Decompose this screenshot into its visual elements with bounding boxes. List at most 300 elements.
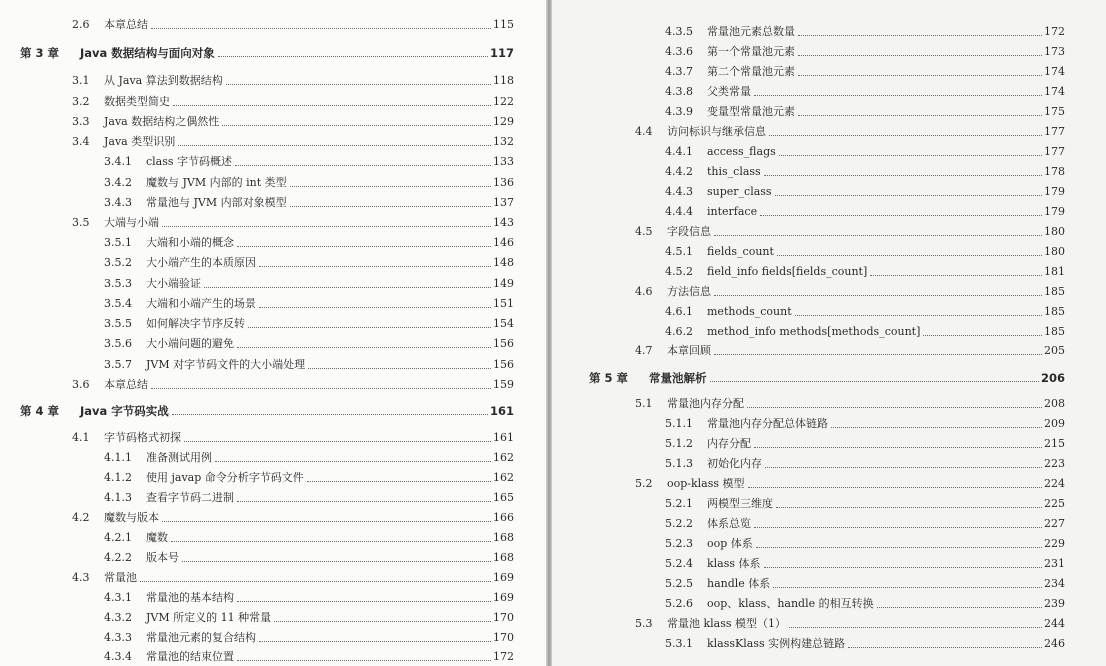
entry-page: 224 (1044, 477, 1065, 490)
toc-entry-5-2-3 (665, 533, 1065, 551)
entry-title: access_flags (707, 145, 776, 158)
dot-leader (162, 521, 491, 522)
entry-title: 父类常量 (707, 85, 751, 98)
entry-number: 4.3.8 (665, 85, 693, 98)
entry-page: 246 (1044, 637, 1065, 650)
toc-entry-4-3-9 (665, 101, 1065, 119)
dot-leader (765, 467, 1042, 468)
entry-title: Java 数据结构之偶然性 (104, 115, 220, 128)
toc-entry-4-3-7 (665, 61, 1065, 79)
entry-title: this_class (707, 165, 761, 178)
entry-title: methods_count (707, 305, 792, 318)
dot-leader (259, 641, 491, 642)
entry-title: 常量池与 JVM 内部对象模型 (146, 196, 287, 209)
toc-entry-4-1 (72, 427, 514, 445)
entry-number: 4.3.3 (104, 631, 132, 644)
toc-entry-5-1-3 (665, 453, 1065, 471)
entry-page: 185 (1044, 325, 1065, 338)
entry-title: 本章总结 (104, 378, 148, 391)
entry-title: 本章回顾 (667, 344, 711, 357)
entry-number: 4.4 (635, 125, 653, 138)
entry-page: 115 (493, 18, 514, 31)
toc-chapter-4 (20, 400, 514, 418)
entry-page: 244 (1044, 617, 1065, 630)
entry-page: 206 (1040, 371, 1065, 385)
toc-entry-4-6-2 (665, 321, 1065, 339)
toc-entry-4-3-8 (665, 81, 1065, 99)
entry-page: 223 (1044, 457, 1065, 470)
entry-number: 4.3.6 (665, 45, 693, 58)
dot-leader (710, 381, 1039, 382)
entry-number: 3.5.5 (104, 317, 132, 330)
dot-leader (760, 215, 1042, 216)
dot-leader (795, 315, 1042, 316)
dot-leader (877, 607, 1042, 608)
dot-leader (290, 206, 491, 207)
dot-leader (756, 547, 1042, 548)
left-page (0, 0, 546, 666)
entry-number: 4.5.2 (665, 265, 693, 278)
entry-title: handle 体系 (707, 577, 771, 590)
entry-title: 大端和小端的概念 (146, 236, 234, 249)
entry-page: 179 (1044, 205, 1065, 218)
entry-page: 227 (1044, 517, 1065, 530)
entry-page: 231 (1044, 557, 1065, 570)
toc-entry-5-2-2 (665, 513, 1065, 531)
entry-number: 4.6 (635, 285, 653, 298)
entry-number: 4.5.1 (665, 245, 693, 258)
entry-page: 151 (493, 297, 514, 310)
entry-page: 174 (1044, 65, 1065, 78)
entry-number: 3.3 (72, 115, 90, 128)
entry-page: 173 (1044, 45, 1065, 58)
entry-number: 5.3 (635, 617, 653, 630)
entry-title: JVM 所定义的 11 种常量 (146, 611, 272, 624)
toc-entry-3-1 (72, 70, 514, 88)
toc-entry-4-5-2 (665, 261, 1065, 279)
entry-title: klassKlass 实例构建总链路 (707, 637, 846, 650)
entry-number: 3.5.7 (104, 358, 132, 371)
toc-entry-4-3 (72, 567, 514, 585)
entry-title: 常量池元素的复合结构 (146, 631, 256, 644)
toc-entry-4-4-2 (665, 161, 1065, 179)
entry-title: 方法信息 (667, 285, 711, 298)
dot-leader (769, 135, 1042, 136)
dot-leader (777, 255, 1042, 256)
entry-title: oop 体系 (707, 537, 753, 550)
toc-entry-4-4-1 (665, 141, 1065, 159)
chapter-title: Java 数据结构与面向对象 (80, 46, 215, 60)
entry-title: 大小端问题的避免 (146, 337, 234, 350)
dot-leader (764, 175, 1042, 176)
dot-leader (831, 427, 1042, 428)
dot-leader (754, 527, 1042, 528)
entry-title: 字节码格式初探 (104, 431, 181, 444)
entry-page: 122 (493, 95, 514, 108)
toc-entry-3-5-2 (104, 252, 514, 270)
entry-number: 4.3.7 (665, 65, 693, 78)
dot-leader (259, 266, 491, 267)
chapter-number: 第 4 章 (20, 404, 60, 418)
toc-entry-4-2 (72, 507, 514, 525)
dot-leader (226, 84, 491, 85)
dot-leader (218, 56, 488, 57)
toc-entry-4-1-1 (104, 447, 514, 465)
dot-leader (222, 125, 491, 126)
toc-entry-3-5-5 (104, 313, 514, 331)
entry-number: 4.2 (72, 511, 90, 524)
entry-title: 常量池内存分配 (667, 397, 744, 410)
entry-page: 156 (493, 358, 514, 371)
entry-number: 3.4 (72, 135, 90, 148)
toc-entry-4-6 (635, 281, 1065, 299)
toc-entry-3-4 (72, 131, 514, 149)
dot-leader (714, 235, 1042, 236)
toc-entry-4-2-2 (104, 547, 514, 565)
entry-number: 4.4.4 (665, 205, 693, 218)
toc-entry-4-3-5 (665, 21, 1065, 39)
entry-page: 143 (493, 216, 514, 229)
toc-entry-4-4-4 (665, 201, 1065, 219)
entry-page: 169 (493, 571, 514, 584)
toc-entry-4-1-3 (104, 487, 514, 505)
dot-leader (714, 354, 1042, 355)
entry-number: 4.3.4 (104, 650, 132, 663)
toc-entry-4-3-3 (104, 627, 514, 645)
entry-number: 4.6.2 (665, 325, 693, 338)
dot-leader (775, 195, 1042, 196)
entry-page: 154 (493, 317, 514, 330)
toc-entry-4-3-2 (104, 607, 514, 625)
toc-entry-4-7 (635, 340, 1065, 358)
dot-leader (237, 347, 491, 348)
toc-entry-4-5-1 (665, 241, 1065, 259)
entry-number: 3.4.1 (104, 155, 132, 168)
entry-number: 3.5.4 (104, 297, 132, 310)
entry-title: 内存分配 (707, 437, 751, 450)
entry-number: 4.1.2 (104, 471, 132, 484)
entry-page: 137 (493, 196, 514, 209)
entry-page: 162 (493, 471, 514, 484)
entry-page: 215 (1044, 437, 1065, 450)
entry-title: Java 类型识别 (104, 135, 176, 148)
dot-leader (204, 287, 491, 288)
entry-page: 136 (493, 176, 514, 189)
entry-title: 大端与小端 (104, 216, 159, 229)
toc-entry-5-1-2 (665, 433, 1065, 451)
toc-entry-3-6 (72, 374, 514, 392)
toc-entry-2-6 (72, 14, 514, 32)
dot-leader (274, 621, 491, 622)
entry-page: 234 (1044, 577, 1065, 590)
dot-leader (215, 461, 491, 462)
entry-title: 数据类型简史 (104, 95, 170, 108)
toc-entry-5-1 (635, 393, 1065, 411)
entry-number: 5.2 (635, 477, 653, 490)
dot-leader (237, 501, 491, 502)
entry-number: 3.5.3 (104, 277, 132, 290)
entry-number: 4.3 (72, 571, 90, 584)
dot-leader (773, 587, 1042, 588)
entry-page: 148 (493, 256, 514, 269)
entry-number: 3.5.2 (104, 256, 132, 269)
entry-page: 229 (1044, 537, 1065, 550)
entry-page: 146 (493, 236, 514, 249)
dot-leader (182, 561, 491, 562)
toc-entry-5-2 (635, 473, 1065, 491)
dot-leader (798, 115, 1042, 116)
entry-title: class 字节码概述 (146, 155, 233, 168)
entry-title: 魔数 (146, 531, 168, 544)
chapter-title: 常量池解析 (649, 371, 707, 385)
entry-page: 178 (1044, 165, 1065, 178)
entry-page: 118 (493, 74, 514, 87)
entry-page: 181 (1044, 265, 1065, 278)
dot-leader (237, 601, 491, 602)
entry-title: interface (707, 205, 758, 218)
entry-title: 魔数与版本 (104, 511, 159, 524)
entry-page: 185 (1044, 305, 1065, 318)
entry-title: 大小端验证 (146, 277, 201, 290)
right-page (552, 0, 1106, 666)
dot-leader (151, 28, 491, 29)
entry-title: 查看字节码二进制 (146, 491, 234, 504)
dot-leader (754, 95, 1042, 96)
entry-page: 209 (1044, 417, 1065, 430)
entry-number: 5.2.2 (665, 517, 693, 530)
dot-leader (308, 368, 491, 369)
entry-title: 本章总结 (104, 18, 148, 31)
entry-page: 172 (1044, 25, 1065, 38)
entry-page: 177 (1044, 145, 1065, 158)
entry-page: 225 (1044, 497, 1065, 510)
entry-title: 准备测试用例 (146, 451, 212, 464)
toc-entry-4-3-1 (104, 587, 514, 605)
entry-page: 170 (493, 611, 514, 624)
entry-page: 133 (493, 155, 514, 168)
entry-number: 5.1.3 (665, 457, 693, 470)
entry-title: JVM 对字节码文件的大小端处理 (146, 358, 306, 371)
toc-entry-3-5-3 (104, 273, 514, 291)
dot-leader (779, 155, 1042, 156)
entry-page: 239 (1044, 597, 1065, 610)
dot-leader (290, 186, 491, 187)
toc-entry-3-2 (72, 91, 514, 109)
entry-number: 4.6.1 (665, 305, 693, 318)
entry-number: 4.4.1 (665, 145, 693, 158)
entry-title: 从 Java 算法到数据结构 (104, 74, 223, 87)
toc-entry-3-4-2 (104, 172, 514, 190)
entry-title: 第一个常量池元素 (707, 45, 795, 58)
entry-page: 159 (493, 378, 514, 391)
entry-number: 5.2.6 (665, 597, 693, 610)
entry-number: 3.4.3 (104, 196, 132, 209)
entry-number: 3.2 (72, 95, 90, 108)
entry-title: 常量池内存分配总体链路 (707, 417, 828, 430)
entry-page: 132 (493, 135, 514, 148)
entry-number: 3.5 (72, 216, 90, 229)
dot-leader (184, 441, 491, 442)
entry-page: 170 (493, 631, 514, 644)
dot-leader (237, 660, 491, 661)
entry-title: 变量型常量池元素 (707, 105, 795, 118)
toc-entry-5-2-6 (665, 593, 1065, 611)
toc-entry-5-2-1 (665, 493, 1065, 511)
entry-number: 4.4.2 (665, 165, 693, 178)
toc-entry-5-2-5 (665, 573, 1065, 591)
entry-page: 149 (493, 277, 514, 290)
toc-entry-4-1-2 (104, 467, 514, 485)
entry-number: 5.1.2 (665, 437, 693, 450)
entry-number: 4.3.2 (104, 611, 132, 624)
entry-title: 体系总览 (707, 517, 751, 530)
entry-page: 208 (1044, 397, 1065, 410)
entry-title: method_info methods[methods_count] (707, 325, 921, 338)
entry-number: 5.2.5 (665, 577, 693, 590)
dot-leader (848, 647, 1042, 648)
entry-number: 4.1.3 (104, 491, 132, 504)
toc-entry-4-2-1 (104, 527, 514, 545)
toc-entry-3-5 (72, 212, 514, 230)
toc-entry-4-5 (635, 221, 1065, 239)
entry-title: 如何解决字节序反转 (146, 317, 245, 330)
entry-title: field_info fields[fields_count] (707, 265, 868, 278)
entry-title: super_class (707, 185, 772, 198)
entry-page: 156 (493, 337, 514, 350)
dot-leader (235, 165, 491, 166)
entry-number: 3.1 (72, 74, 90, 87)
toc-entry-3-3 (72, 111, 514, 129)
entry-page: 161 (489, 404, 514, 418)
entry-page: 172 (493, 650, 514, 663)
toc-entry-3-5-6 (104, 333, 514, 351)
dot-leader (151, 388, 491, 389)
entry-page: 129 (493, 115, 514, 128)
entry-page: 179 (1044, 185, 1065, 198)
entry-number: 4.3.1 (104, 591, 132, 604)
dot-leader (776, 507, 1042, 508)
chapter-title: Java 字节码实战 (80, 404, 169, 418)
entry-title: 字段信息 (667, 225, 711, 238)
entry-number: 5.2.3 (665, 537, 693, 550)
dot-leader (237, 246, 491, 247)
dot-leader (754, 447, 1042, 448)
entry-title: oop、klass、handle 的相互转换 (707, 597, 874, 610)
entry-title: 初始化内存 (707, 457, 762, 470)
toc-chapter-5 (589, 367, 1065, 385)
toc-entry-4-4-3 (665, 181, 1065, 199)
entry-page: 162 (493, 451, 514, 464)
dot-leader (789, 627, 1042, 628)
entry-title: 使用 javap 命令分析字节码文件 (146, 471, 304, 484)
chapter-number: 第 5 章 (589, 371, 629, 385)
entry-title: 常量池 klass 模型（1） (667, 617, 787, 630)
dot-leader (798, 55, 1042, 56)
entry-title: 常量池 (104, 571, 137, 584)
dot-leader (307, 481, 491, 482)
entry-number: 5.1.1 (665, 417, 693, 430)
dot-leader (162, 226, 491, 227)
toc-entry-4-6-1 (665, 301, 1065, 319)
entry-page: 205 (1044, 344, 1065, 357)
entry-page: 185 (1044, 285, 1065, 298)
entry-title: klass 体系 (707, 557, 761, 570)
entry-title: 第二个常量池元素 (707, 65, 795, 78)
dot-leader (173, 105, 491, 106)
entry-number: 4.3.9 (665, 105, 693, 118)
entry-number: 5.2.4 (665, 557, 693, 570)
entry-title: 大端和小端产生的场景 (146, 297, 256, 310)
entry-number: 5.2.1 (665, 497, 693, 510)
toc-entry-5-3 (635, 613, 1065, 631)
toc-entry-3-5-1 (104, 232, 514, 250)
chapter-number: 第 3 章 (20, 46, 60, 60)
toc-entry-3-4-3 (104, 192, 514, 210)
entry-page: 166 (493, 511, 514, 524)
entry-number: 4.1.1 (104, 451, 132, 464)
toc-entry-4-3-4 (104, 646, 514, 664)
entry-number: 4.7 (635, 344, 653, 357)
dot-leader (178, 145, 491, 146)
entry-number: 4.4.3 (665, 185, 693, 198)
entry-number: 4.3.5 (665, 25, 693, 38)
entry-title: 常量池的结束位置 (146, 650, 234, 663)
dot-leader (714, 295, 1042, 296)
entry-number: 4.2.2 (104, 551, 132, 564)
entry-page: 180 (1044, 225, 1065, 238)
dot-leader (798, 35, 1042, 36)
entry-page: 177 (1044, 125, 1065, 138)
entry-number: 3.6 (72, 378, 90, 391)
entry-title: 访问标识与继承信息 (667, 125, 766, 138)
dot-leader (747, 407, 1042, 408)
dot-leader (748, 487, 1042, 488)
toc-entry-4-3-6 (665, 41, 1065, 59)
entry-title: 版本号 (146, 551, 179, 564)
entry-title: 常量池的基本结构 (146, 591, 234, 604)
dot-leader (171, 541, 491, 542)
entry-number: 3.5.6 (104, 337, 132, 350)
toc-entry-3-5-4 (104, 293, 514, 311)
entry-title: fields_count (707, 245, 774, 258)
entry-page: 175 (1044, 105, 1065, 118)
entry-page: 169 (493, 591, 514, 604)
toc-entry-3-5-7 (104, 354, 514, 372)
entry-number: 4.2.1 (104, 531, 132, 544)
entry-number: 5.3.1 (665, 637, 693, 650)
toc-chapter-3 (20, 42, 514, 60)
dot-leader (140, 581, 491, 582)
entry-page: 165 (493, 491, 514, 504)
entry-page: 117 (489, 46, 514, 60)
dot-leader (870, 275, 1042, 276)
dot-leader (798, 75, 1042, 76)
entry-title: 两模型三维度 (707, 497, 773, 510)
toc-entry-5-3-1 (665, 633, 1065, 651)
entry-page: 168 (493, 531, 514, 544)
entry-number: 5.1 (635, 397, 653, 410)
entry-title: 魔数与 JVM 内部的 int 类型 (146, 176, 287, 189)
toc-entry-3-4-1 (104, 151, 514, 169)
entry-number: 3.5.1 (104, 236, 132, 249)
entry-number: 2.6 (72, 18, 90, 31)
entry-title: oop-klass 模型 (667, 477, 745, 490)
toc-entry-5-2-4 (665, 553, 1065, 571)
dot-leader (764, 567, 1042, 568)
entry-page: 180 (1044, 245, 1065, 258)
entry-number: 3.4.2 (104, 176, 132, 189)
entry-page: 161 (493, 431, 514, 444)
